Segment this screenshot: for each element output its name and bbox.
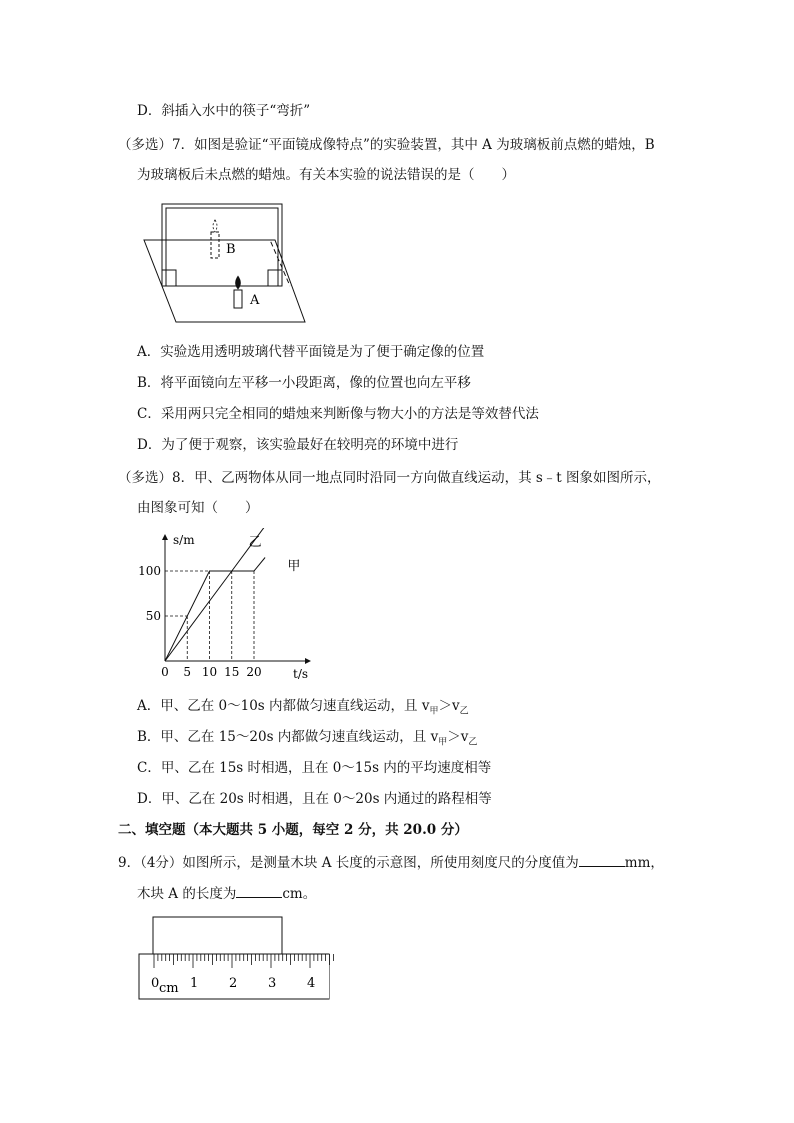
y-tick-label: 100 <box>138 564 161 578</box>
q7-stem-line2: 为玻璃板后未点燃的蜡烛。有关本实验的说法错误的是（ ） <box>137 167 515 183</box>
gt-sign: ＞v <box>438 698 460 714</box>
answer-blank-1[interactable] <box>579 854 625 867</box>
q8-stem-line2: 由图象可知（ ） <box>137 500 259 516</box>
q7-option-d: D．为了便于观察，该实验最好在较明亮的环境中进行 <box>137 437 459 453</box>
q7-option-c: C．采用两只完全相同的蜡烛来判断像与物大小的方法是等效替代法 <box>137 406 539 422</box>
q8-option-c: C．甲、乙在 15s 时相遇，且在 0～15s 内的平均速度相等 <box>137 760 492 776</box>
q8-option-d: D．甲、乙在 20s 时相遇，且在 0～20s 内通过的路程相等 <box>137 791 492 807</box>
q8-option-b <box>137 728 477 752</box>
x-tick-label: 20 <box>246 665 262 679</box>
table-plane <box>144 240 305 322</box>
ruler-label: 3 <box>268 976 277 991</box>
label-b: B <box>226 242 236 257</box>
series-label-jia: 甲 <box>287 559 301 574</box>
q7-option-b: B．将平面镜向左平移一小段距离，像的位置也向左平移 <box>137 375 471 391</box>
y-axis-arrow <box>162 534 168 540</box>
x-tick-label: 5 <box>183 665 192 679</box>
candle-b <box>211 232 219 258</box>
series-line-yi <box>165 558 265 662</box>
wood-block-a <box>153 917 282 954</box>
gt-sign: ＞v <box>447 729 469 745</box>
x-tick-label: 0 <box>161 665 169 679</box>
answer-blank-2[interactable] <box>236 885 282 898</box>
flame-a <box>236 276 241 289</box>
q8-option-a <box>137 697 469 721</box>
mirror-experiment-figure <box>140 198 310 328</box>
glass-base-right <box>268 270 282 286</box>
q9-line2-text: 木块 A 的长度为 <box>137 886 237 902</box>
x-axis-label: t/s <box>293 667 309 681</box>
section-title: 二、填空题（本大题共 5 小题，每空 2 分，共 20.0 分） <box>118 822 468 838</box>
x-tick-label: 10 <box>201 665 218 679</box>
ruler-label: 4 <box>307 976 316 991</box>
x-axis-arrow <box>305 658 311 664</box>
sub-jia: 甲 <box>438 737 448 748</box>
q9-line2-unit: cm。 <box>282 886 317 902</box>
ruler-unit: cm <box>159 981 179 996</box>
sub-yi: 乙 <box>459 706 469 717</box>
candle-a <box>234 290 242 308</box>
ruler-label: 1 <box>190 976 199 991</box>
q8-option-b-text: B．甲、乙在 15～20s 内都做匀速直线运动，且 v <box>137 729 439 745</box>
sub-jia: 甲 <box>429 706 439 717</box>
x-tick-label: 15 <box>224 665 240 679</box>
q6-option-d: D．斜插入水中的筷子“弯折” <box>137 103 311 119</box>
glass-plate <box>162 204 282 286</box>
q9-line1-text: 9．（4分）如图所示，是测量木块 A 长度的示意图，所使用刻度尺的分度值为 <box>118 855 579 871</box>
series-label-yi: 乙 <box>248 535 262 550</box>
q8-stem-line1: （多选）8．甲、乙两物体从同一地点同时沿同一方向做直线运动，其 s﹣t 图象如图所示， <box>118 470 661 486</box>
st-chart <box>130 528 320 688</box>
q9-line1 <box>118 854 664 872</box>
y-axis-label: s/m <box>173 533 195 547</box>
q9-line1-unit: mm， <box>624 855 664 871</box>
q9-line2 <box>137 885 316 903</box>
q7-option-a: A．实验选用透明玻璃代替平面镜是为了便于确定像的位置 <box>137 344 485 360</box>
ruler-label: 2 <box>229 976 238 991</box>
ruler-label: 0 <box>151 976 160 991</box>
ruler-figure <box>135 912 340 1007</box>
q8-option-a-text: A．甲、乙在 0～10s 内都做匀速直线运动，且 v <box>137 698 430 714</box>
y-tick-label: 50 <box>145 609 161 623</box>
glass-base-left <box>162 270 176 286</box>
sub-yi: 乙 <box>468 737 478 748</box>
label-a: A <box>250 293 260 308</box>
q7-stem-line1: （多选）7．如图是验证“平面镜成像特点”的实验装置，其中 A 为玻璃板前点燃的蜡烛，B <box>118 137 655 153</box>
